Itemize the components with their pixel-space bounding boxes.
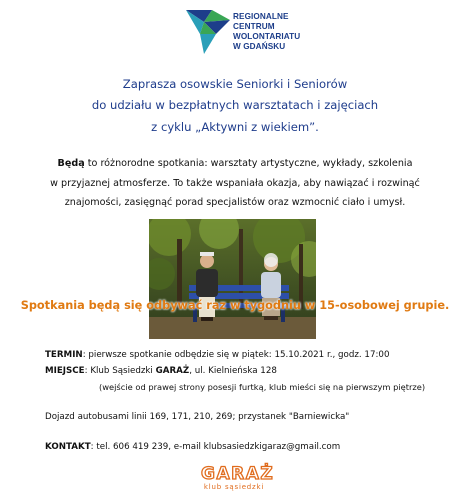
bus-line: Dojazd autobusami linii 169, 171, 210, 269; przystanek "Barniewicka" <box>45 412 350 422</box>
termin-text: : pierwsze spotkanie odbędzie się w piątek: 15.10.2021 r., godz. 17:00 <box>82 350 390 360</box>
meeting-frequency-text: Spotkania będą się odbywać raz w tygodniu w 15-osobowej grupie. <box>20 299 450 312</box>
miejsce-club-name: GARAŻ <box>155 366 190 376</box>
description-lead: Będą <box>57 158 85 169</box>
description-line-1 <box>0 158 470 169</box>
rcw-logo <box>186 8 366 60</box>
kontakt-line <box>45 442 340 452</box>
miejsce-text: : Klub Sąsiedzki <box>84 366 156 376</box>
garaz-logo-word: GARAŻ <box>201 464 275 484</box>
kontakt-text: : tel. 606 419 239, e-mail klubsasiedzkigaraz@gmail.com <box>90 442 341 452</box>
miejsce-address: , ul. Kielnieńska 128 <box>189 366 277 376</box>
org-name-line-3: WOLONTARIATU <box>233 32 301 41</box>
intro-line-2: do udziału w bezpłatnych warsztatach i zajęciach <box>91 98 379 112</box>
seniors-on-bench-photo-icon <box>149 219 316 339</box>
rcw-star-icon <box>186 8 230 56</box>
seniors-photo <box>149 219 316 339</box>
termin-label: TERMIN <box>45 350 83 360</box>
entrance-note: (wejście od prawej strony posesji furtką, klub mieści się na pierwszym piętrze) <box>99 382 426 392</box>
kontakt-label: KONTAKT <box>45 442 91 452</box>
description-line-1-text: to różnorodne spotkania: warsztaty artystyczne, wykłady, szkolenia <box>84 158 413 169</box>
miejsce-line <box>45 366 277 376</box>
description-line-2: w przyjaznej atmosferze. To także wspaniała okazja, aby nawiązać i rozwinąć <box>50 178 420 189</box>
description-line-3: znajomości, zasięgnąć porad specjalistów oraz wzmocnić ciało i umysł. <box>64 197 406 208</box>
org-name-line-2: CENTRUM <box>233 22 275 31</box>
garaz-logo <box>201 464 275 496</box>
intro-line-1: Zaprasza osowskie Seniorki i Seniorów <box>122 77 348 91</box>
miejsce-label: MIEJSCE <box>45 366 85 376</box>
intro-line-3: z cyklu „Aktywni z wiekiem”. <box>151 120 319 134</box>
garaz-logo-subtitle: klub sąsiedzki <box>203 483 265 491</box>
org-name-line-4: W GDAŃSKU <box>233 42 286 51</box>
termin-line <box>45 350 389 360</box>
org-name-line-1: REGIONALNE <box>233 12 289 21</box>
